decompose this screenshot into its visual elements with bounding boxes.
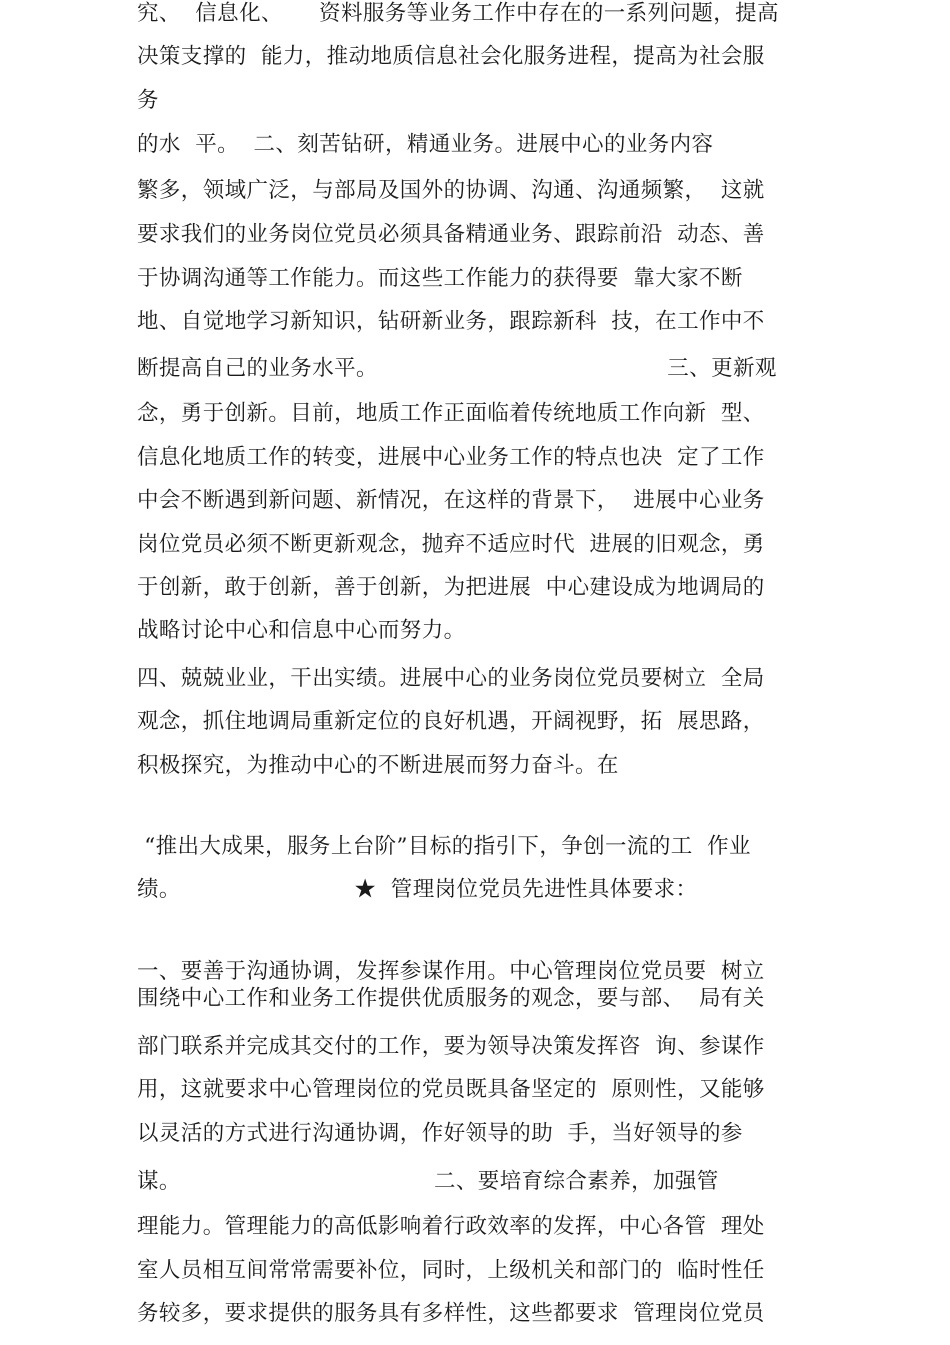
text-line: 以灵活的方式进行沟通协调，作好领导的助 手，当好领导的参 <box>137 1121 743 1146</box>
text-line: “推出大成果，服务上台阶”目标的指引下，争创一流的工 作业 <box>137 834 751 859</box>
text-line: 围绕中心工作和业务工作提供优质服务的观念，要与部、 局有关 <box>137 986 765 1011</box>
text-line: 于协调沟通等工作能力。而这些工作能力的获得要 靠大家不断 <box>137 266 743 291</box>
text-line: 念，勇于创新。目前，地质工作正面临着传统地质工作向新 型、 <box>137 401 765 426</box>
text-line: 理能力。管理能力的高低影响着行政效率的发挥，中心各管 理处 <box>137 1214 765 1239</box>
text-line: 谋。 二、要培育综合素养，加强管 <box>137 1169 719 1194</box>
text-line: 一、要善于沟通协调，发挥参谋作用。中心管理岗位党员要 树立 <box>137 959 765 984</box>
text-line: 地、自觉地学习新知识，钻研新业务，跟踪新科 技，在工作中不 <box>137 309 765 334</box>
text-line: 室人员相互间常常需要补位，同时，上级机关和部门的 临时性任 <box>137 1258 765 1283</box>
text-line: 务较多，要求提供的服务具有多样性，这些都要求 管理岗位党员 <box>137 1301 765 1326</box>
text-line: 的水 平。 二、刻苦钻研，精通业务。进展中心的业务内容 <box>137 132 714 157</box>
text-line: 观念，抓住地调局重新定位的良好机遇，开阔视野，拓 展思路， <box>137 709 765 734</box>
text-line: 繁多，领域广泛，与部局及国外的协调、沟通、沟通频繁， 这就 <box>137 178 765 203</box>
text-line: 用，这就要求中心管理岗位的党员既具备坚定的 原则性，又能够 <box>137 1077 765 1102</box>
text-line: 积极探究，为推动中心的不断进展而努力奋斗。在 <box>137 753 619 778</box>
text-line: 决策支撑的 能力，推动地质信息社会化服务进程，提高为社会服 <box>137 44 765 69</box>
text-line: 信息化地质工作的转变，进展中心业务工作的特点也决 定了工作 <box>137 445 765 470</box>
text-line: 岗位党员必须不断更新观念，抛弃不适应时代 进展的旧观念，勇 <box>137 532 765 557</box>
text-line: 究、 信息化、 资料服务等业务工作中存在的一系列问题，提高 <box>137 1 779 26</box>
text-line: 断提高自己的业务水平。 三、更新观 <box>137 356 777 381</box>
text-line: 要求我们的业务岗位党员必须具备精通业务、跟踪前沿 动态、善 <box>137 222 765 247</box>
text-line: 四、兢兢业业，干出实绩。进展中心的业务岗位党员要树立 全局 <box>137 666 765 691</box>
text-line: 部门联系并完成其交付的工作，要为领导决策发挥咨 询、参谋作 <box>137 1034 765 1059</box>
text-line: 绩。 ★ 管理岗位党员先进性具体要求： <box>137 877 698 902</box>
text-line: 务 <box>137 88 159 113</box>
text-line: 于创新，敢于创新，善于创新，为把进展 中心建设成为地调局的 <box>137 575 765 600</box>
text-line: 战略讨论中心和信息中心而努力。 <box>137 618 466 643</box>
text-line: 中会不断遇到新问题、新情况，在这样的背景下， 进展中心业务 <box>137 488 765 513</box>
